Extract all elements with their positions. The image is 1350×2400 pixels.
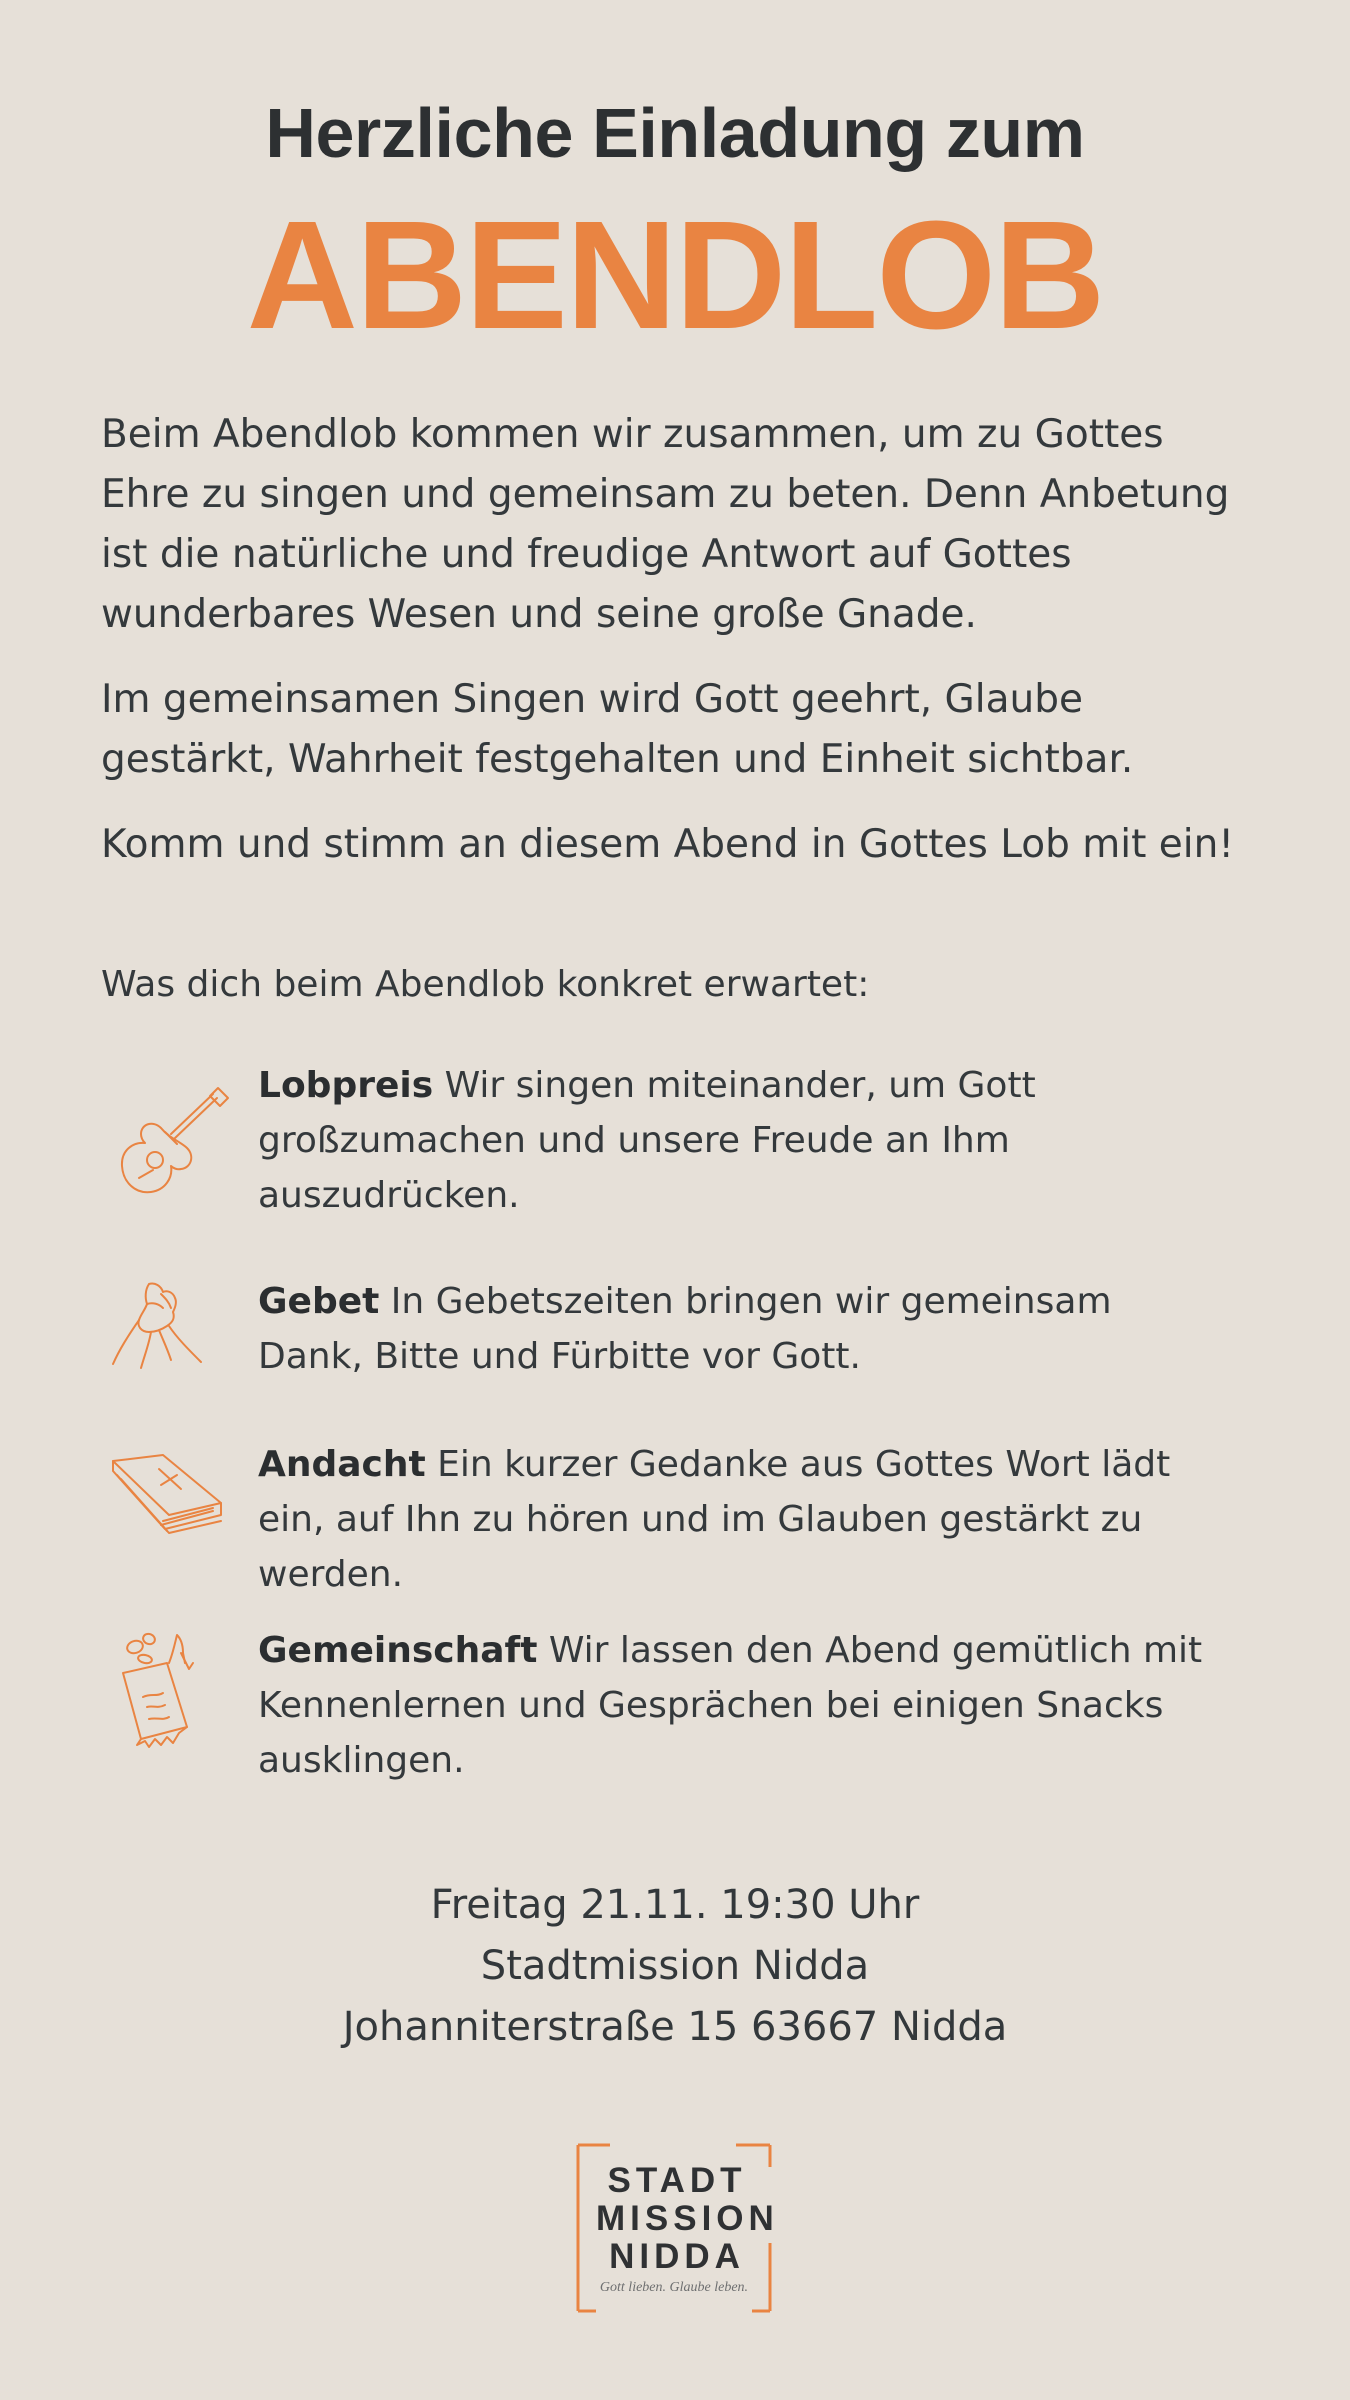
event-title: ABENDLOB [246,189,1104,361]
event-venue: Stadtmission Nidda [480,1943,870,1989]
feature-gebet-description: In Gebetszeiten bringen wir gemeinsam Dank, Bitte und Fürbitte vor Gott. [258,1281,1112,1377]
guitar-icon [105,1076,235,1206]
logo-line-3: NIDDA [609,2237,745,2276]
feature-lobpreis-title: Lobpreis [258,1065,434,1106]
feature-andacht-title: Andacht [258,1444,426,1485]
feature-gebet-text [258,1274,1218,1384]
intro-paragraph-1 [101,405,1261,645]
event-datetime: Freitag 21.11. 19:30 Uhr [430,1882,920,1928]
event-details [0,1875,1350,2058]
praying-hands-icon [105,1274,235,1404]
feature-lobpreis-text [258,1058,1218,1223]
intro-paragraph-3-text: Komm und stimm an diesem Abend in Gottes Lob mit ein! [101,822,1234,867]
feature-gemeinschaft-description: Wir lassen den Abend gemütlich mit Kennenlernen und Gesprächen bei einigen Snacks ausklingen. [258,1630,1203,1781]
snack-bag-icon [105,1623,235,1753]
intro-paragraph-1-text: Beim Abendlob kommen wir zusammen, um zu Gottes Ehre zu singen und gemeinsam zu beten. Denn Anbetung ist die natürliche und freudige Antwort auf Gottes wunderbares Wesen und seine große Gnade. [101,412,1230,637]
event-address: Johanniterstraße 15 63667 Nidda [342,2004,1008,2050]
intro-paragraph-2-text: Im gemeinsamen Singen wird Gott geehrt, Glaube gestärkt, Wahrheit festgehalten und Einheit sichtbar. [101,677,1134,782]
organization-logo [576,2143,779,2313]
expectations-heading: Was dich beim Abendlob konkret erwartet: [101,964,870,1005]
logo-tagline: Gott lieben. Glaube leben. [599,2280,749,2295]
feature-andacht-text [258,1437,1218,1602]
bible-icon [105,1437,235,1567]
feature-lobpreis-description: Wir singen miteinander, um Gott großzumachen und unsere Freude an Ihm auszudrücken. [258,1065,1036,1216]
feature-gebet-title: Gebet [258,1281,380,1322]
intro-paragraph-2 [101,670,1261,790]
feature-gemeinschaft-title: Gemeinschaft [258,1630,538,1671]
logo-line-1: STADT [607,2161,747,2200]
invitation-subheading: Herzliche Einladung zum [265,94,1085,172]
feature-gemeinschaft-text [258,1623,1218,1788]
intro-paragraph-3 [101,815,1261,875]
logo-line-2: MISSION [596,2199,779,2238]
feature-andacht-description: Ein kurzer Gedanke aus Gottes Wort lädt ein, auf Ihn zu hören und im Glauben gestärkt zu werden. [258,1444,1171,1595]
